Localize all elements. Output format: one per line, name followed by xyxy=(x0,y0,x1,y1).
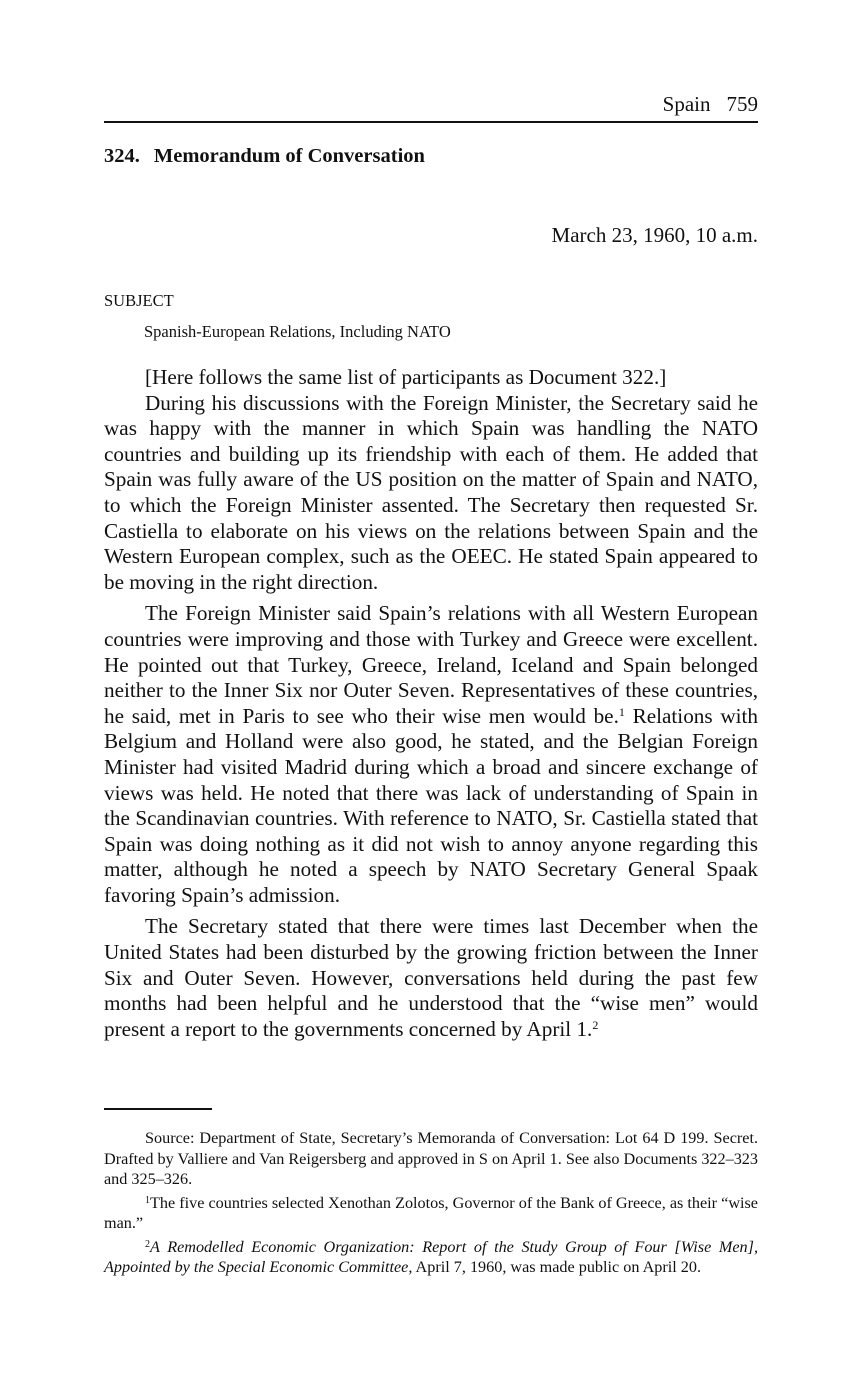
footnote-reference: 1 xyxy=(618,704,625,719)
paragraph-foreign-minister xyxy=(104,601,758,908)
document-date: March 23, 1960, 10 a.m. xyxy=(551,223,758,247)
footnote-italic-title: A Remodelled Economic Organization: Report of the Study Group of Four [Wise Men], Appointed by the Special Economic Committee, xyxy=(104,1237,758,1276)
paragraph-text: The Secretary stated that there were times last December when the United States had been disturbed by the growing friction between the Inner Six and Outer Seven. However, conversations held during the past few months had been helpful and he understood that the “wise men” would present a report to the governments concerned by April 1. xyxy=(104,914,758,1041)
document-number: 324. xyxy=(104,145,140,167)
footnote-reference: 2 xyxy=(592,1017,599,1032)
page-number: 759 xyxy=(726,92,758,116)
running-head xyxy=(663,92,758,117)
footnote-text: April 7, 1960, was made public on April 20. xyxy=(412,1258,702,1276)
paragraph-text: The Foreign Minister said Spain’s relations with all Western European countries were improving and those with Turkey and Greece were excellent. He pointed out that Turkey, Greece, Ireland, Iceland and Spain belonged neither to the Inner Six nor Outer Seven. Representatives of these countries, he said, met in Paris to see who their wise men would be. xyxy=(104,601,758,728)
footnote-source: Source: Department of State, Secretary’s Memoranda of Conversation: Lot 64 D 199. Secret. Drafted by Valliere and Van Reigersberg and approved in S on April 1. See also Documents 322–323 and 325–326. xyxy=(104,1129,758,1188)
document-body xyxy=(104,365,758,1042)
document-title: Memorandum of Conversation xyxy=(153,145,425,167)
running-head-section: Spain xyxy=(662,92,711,116)
footnote-rule xyxy=(104,1108,212,1110)
footnote-text: The five countries selected Xenothan Zolotos, Governor of the Bank of Greece, as their “wise man.” xyxy=(104,1193,758,1232)
footnote-mark: 1 xyxy=(145,1194,150,1206)
subject-text: Spanish-European Relations, Including NATO xyxy=(144,322,451,341)
paragraph-inner-six-outer-seven xyxy=(104,914,758,1042)
document-heading xyxy=(104,145,425,168)
footnote-2 xyxy=(104,1237,758,1278)
footnote-1 xyxy=(104,1193,758,1234)
header-rule xyxy=(104,121,758,123)
subject-label: SUBJECT xyxy=(104,291,174,310)
footnote-mark: 2 xyxy=(145,1238,150,1250)
paragraph-text: Relations with Belgium and Holland were also good, he stated, and the Belgian Foreign Minister had visited Madrid during which a broad and sincere exchange of views was held. He noted that there was lack of understanding of Spain in the Scandinavian countries. With reference to NATO, Sr. Castiella stated that Spain was doing nothing as it did not wish to annoy anyone regarding this matter, although he noted a speech by NATO Secretary General Spaak favoring Spain’s admission. xyxy=(104,703,758,907)
footnotes xyxy=(104,1128,758,1281)
paragraph-participants: [Here follows the same list of participants as Document 322.] xyxy=(145,365,667,389)
paragraph-secretary-discussion: During his discussions with the Foreign Minister, the Secretary said he was happy with the manner in which Spain was handling the NATO countries and building up its friendship with each of them. He added that Spain was fully aware of the US position on the matter of Spain and NATO, to which the Foreign Minister assented. The Secretary then requested Sr. Castiella to elaborate on his views on the relations between Spain and the Western European complex, such as the OEEC. He stated Spain appeared to be moving in the right direction. xyxy=(104,390,758,594)
